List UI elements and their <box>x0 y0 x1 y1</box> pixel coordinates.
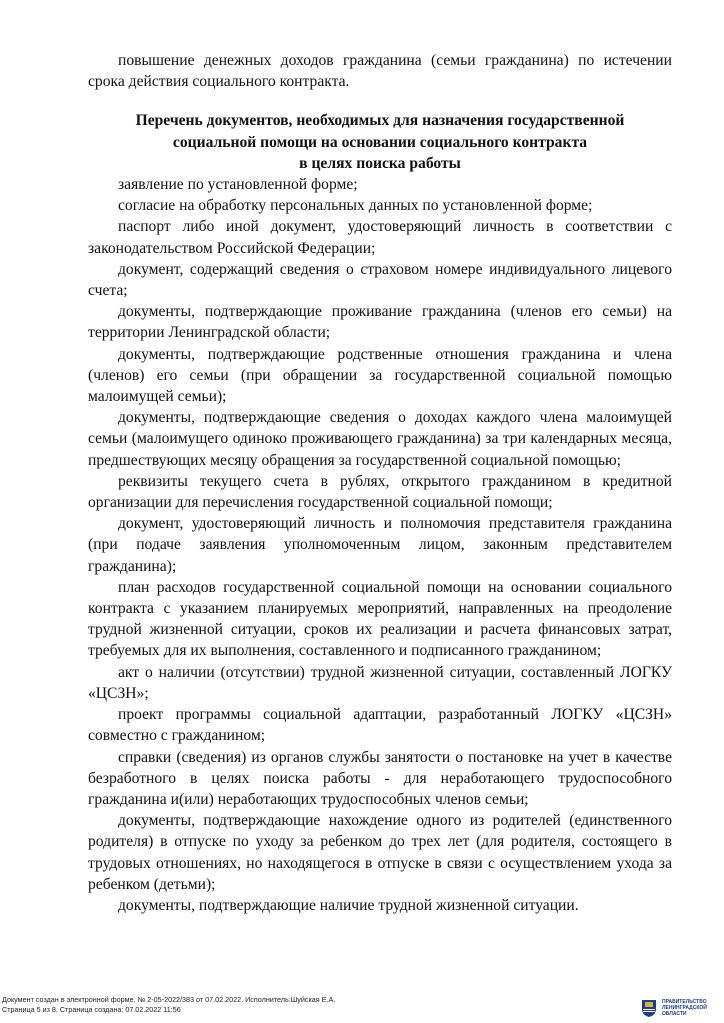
list-item: документ, удостоверяющий личность и полномочия представителя гражданина (при подаче заявления уполномоченным лицом, законным представителем гражданина); <box>88 515 672 575</box>
list-item: справки (сведения) из органов службы занятости о постановке на учет в качестве безработного в целях поиска работы - для неработающего трудоспособного гражданина и(или) неработающих трудоспособных членов семьи; <box>88 748 672 808</box>
list-item: документы, подтверждающие родственные отношения гражданина и члена (членов) его семьи (при обращении за государственной социальной помощью малоимущей семьи); <box>88 345 672 406</box>
list-item: документы, подтверждающие сведения о доходах каждого члена малоимущей семьи (малоимущего одиноко проживающего гражданина) за три календарных месяца, предшествующих месяцу обращения за государственной социальной помощью; <box>88 409 672 469</box>
footer-doc-info: Документ создан в электронной форме. № 2-05-2022/383 от 07.02.2022. Исполнитель:Шуйская Е.А. <box>2 995 336 1004</box>
logo-line-3: ОБЛАСТИ <box>662 1011 687 1017</box>
lead-paragraph: повышение денежных доходов гражданина (семьи гражданина) по истечении срока действия социального контракта. <box>88 52 672 91</box>
government-logo <box>640 997 722 1019</box>
list-item: документы, подтверждающие нахождение одного из родителей (единственного родителя) в отпуске по уходу за ребенком до трех лет (для родителя, состоящего в трудовых отношениях, но находящегося в отпуске в связи с осуществлением ухода за ребенком (детьми); <box>88 812 672 893</box>
footer-page-info: Страница 5 из 8. Страница создана: 07.02.2022 11:56 <box>2 1004 181 1014</box>
list-item: план расходов государственной социальной помощи на основании социального контракта с указанием планируемых мероприятий, направленных на преодоление трудной жизненной ситуации, сроков их реализации и расчета финансовых затрат, требуемых для их выполнения, составленного и подписанного гражданином; <box>88 578 672 660</box>
heading-line-3: в целях поиска работы <box>299 154 461 172</box>
list-item: реквизиты текущего счета в рублях, открытого гражданином в кредитной организации для перечисления государственной социальной помощи; <box>88 472 672 512</box>
list-item: документы, подтверждающие проживание гражданина (членов его семьи) на территории Ленинградской области; <box>88 303 672 342</box>
heading-line-1: Перечень документов, необходимых для назначения государственной <box>135 112 625 130</box>
list-item: акт о наличии (отсутствии) трудной жизненной ситуации, составленный ЛОГКУ «ЦСЗН»; <box>88 663 672 702</box>
coat-of-arms-icon <box>640 998 658 1018</box>
document-page <box>88 50 672 916</box>
logo-line-2: ЛЕНИНГРАДСКОЙ <box>662 1005 707 1011</box>
document-footer <box>2 995 602 1014</box>
heading-line-2: социальной помощи на основании социального контракта <box>172 133 588 151</box>
document-list <box>88 174 672 916</box>
list-item: документы, подтверждающие наличие трудной жизненной ситуации. <box>118 896 579 914</box>
list-item: документ, содержащий сведения о страховом номере индивидуального лицевого счета; <box>88 260 672 300</box>
logo-line-1: ПРАВИТЕЛЬСТВО <box>662 999 707 1005</box>
logo-text <box>662 999 707 1017</box>
list-item: заявление по установленной форме; <box>118 176 358 194</box>
list-item: согласие на обработку персональных данных по установленной форме; <box>118 197 593 215</box>
list-item: проект программы социальной адаптации, разработанный ЛОГКУ «ЦСЗН» совместно с гражданином; <box>88 706 672 745</box>
document-heading <box>88 110 672 174</box>
list-item: паспорт либо иной документ, удостоверяющий личность в соответствии с законодательством Российской Федерации; <box>88 218 672 257</box>
